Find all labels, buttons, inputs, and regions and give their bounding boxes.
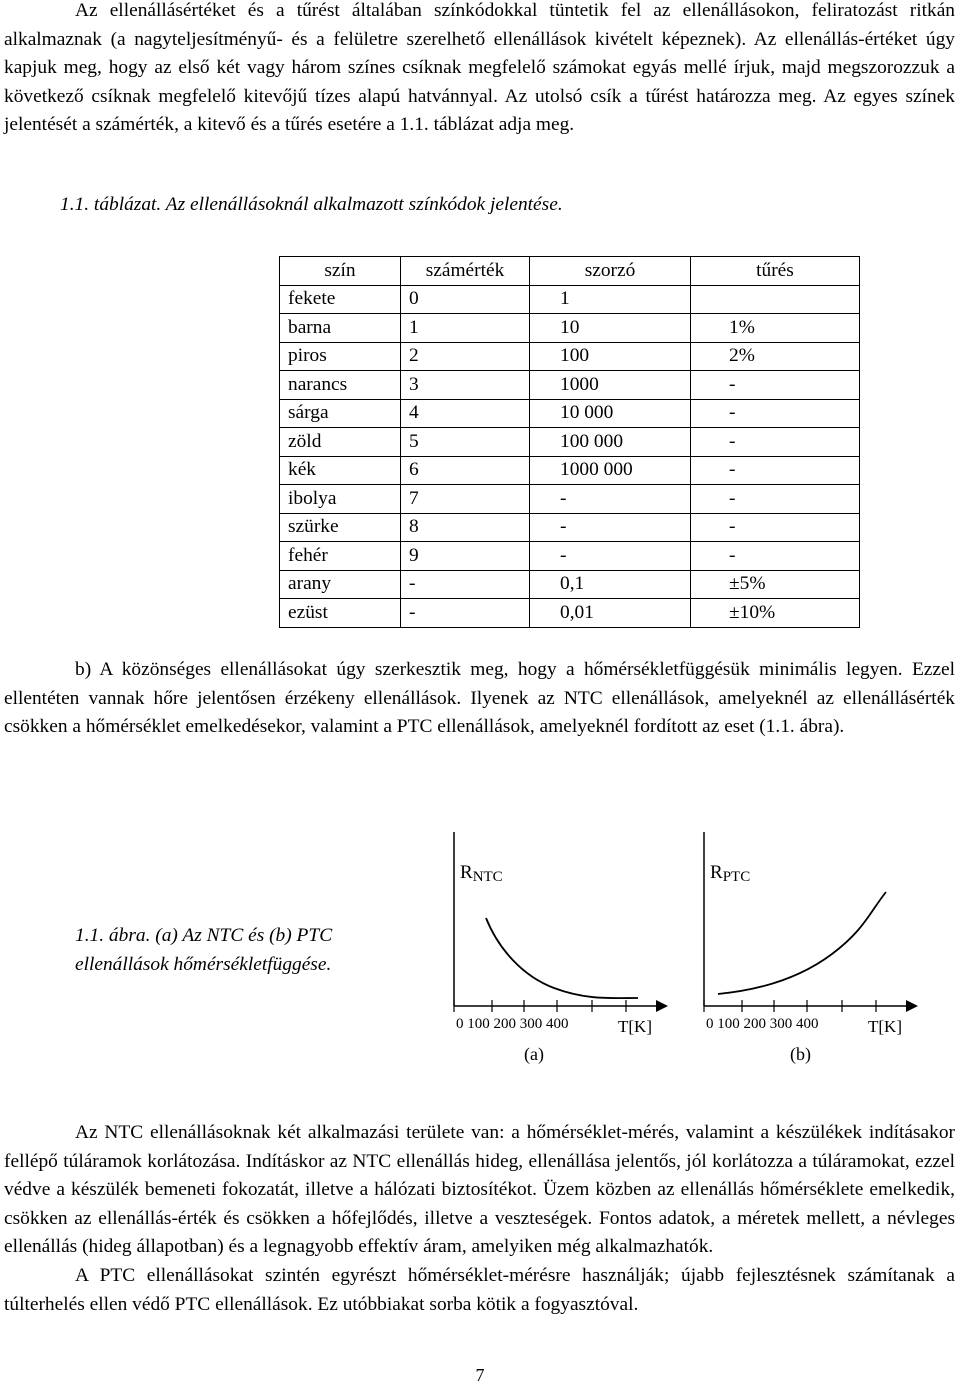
table-header-cell: számérték bbox=[401, 257, 530, 286]
table-cell: narancs bbox=[280, 371, 401, 400]
table-cell: - bbox=[691, 542, 860, 571]
table-cell: 0,01 bbox=[530, 599, 691, 628]
panel-a-tick-labels: 0 100 200 300 400 bbox=[456, 1016, 569, 1032]
table-caption: 1.1. táblázat. Az ellenállásoknál alkalmazott színkódok jelentése. bbox=[60, 194, 563, 215]
table-cell: 10 bbox=[530, 314, 691, 343]
table-row bbox=[280, 456, 860, 485]
table-cell: sárga bbox=[280, 399, 401, 428]
panel-b-xlabel: T[K] bbox=[868, 1017, 902, 1036]
table-cell: - bbox=[691, 371, 860, 400]
table-cell: 100 000 bbox=[530, 428, 691, 457]
table-cell: 1000 bbox=[530, 371, 691, 400]
panel-b-x-arrow-icon bbox=[906, 1000, 918, 1012]
table-cell: 1% bbox=[691, 314, 860, 343]
table-row bbox=[280, 314, 860, 343]
table-row bbox=[280, 542, 860, 571]
table-row bbox=[280, 513, 860, 542]
table-cell: 5 bbox=[401, 428, 530, 457]
panel-a-tag: (a) bbox=[524, 1044, 544, 1064]
table-cell: 6 bbox=[401, 456, 530, 485]
table-row bbox=[280, 428, 860, 457]
table-cell: arany bbox=[280, 570, 401, 599]
table-cell: - bbox=[530, 485, 691, 514]
table-cell: 100 bbox=[530, 342, 691, 371]
table-cell: 8 bbox=[401, 513, 530, 542]
table-cell: piros bbox=[280, 342, 401, 371]
body-paragraph-2: A PTC ellenállásokat szintén egyrészt hőmérséklet-mérésre használják; újabb fejlesztésnek számítanak a túlterhelés ellen védő PTC ellenállások. Ez utóbbiakat sorba kötik a fogyasztóval. bbox=[4, 1264, 955, 1315]
panel-a-xlabel: T[K] bbox=[618, 1017, 652, 1036]
body-section bbox=[4, 1119, 955, 1319]
panel-b-tag: (b) bbox=[790, 1044, 811, 1064]
table-cell: 1 bbox=[530, 285, 691, 314]
table-row bbox=[280, 285, 860, 314]
table-cell: 7 bbox=[401, 485, 530, 514]
table-cell: 1000 000 bbox=[530, 456, 691, 485]
ptc-curve bbox=[718, 892, 886, 994]
table-cell: 0 bbox=[401, 285, 530, 314]
table-row bbox=[280, 399, 860, 428]
table-cell: zöld bbox=[280, 428, 401, 457]
table-row bbox=[280, 342, 860, 371]
table-header-cell: szorzó bbox=[530, 257, 691, 286]
table-cell: ±5% bbox=[691, 570, 860, 599]
table-cell: - bbox=[691, 513, 860, 542]
table-cell: - bbox=[401, 570, 530, 599]
table-cell: kék bbox=[280, 456, 401, 485]
ntc-curve bbox=[486, 918, 638, 998]
table-cell: - bbox=[691, 399, 860, 428]
panel-b bbox=[704, 832, 918, 1065]
table-cell: - bbox=[691, 485, 860, 514]
table-cell: 0,1 bbox=[530, 570, 691, 599]
table-cell: szürke bbox=[280, 513, 401, 542]
color-code-table bbox=[279, 256, 860, 628]
table-row bbox=[280, 599, 860, 628]
table-cell: 3 bbox=[401, 371, 530, 400]
table-cell: - bbox=[691, 428, 860, 457]
table-cell: 4 bbox=[401, 399, 530, 428]
table-cell: - bbox=[530, 513, 691, 542]
table-cell: 2 bbox=[401, 342, 530, 371]
ntc-ptc-figure bbox=[440, 828, 920, 1078]
table-header-cell: tűrés bbox=[691, 257, 860, 286]
table-cell: barna bbox=[280, 314, 401, 343]
panel-a-x-arrow-icon bbox=[656, 1000, 668, 1012]
table-cell: 9 bbox=[401, 542, 530, 571]
table-cell: ezüst bbox=[280, 599, 401, 628]
panel-a bbox=[454, 832, 668, 1065]
table-cell bbox=[691, 285, 860, 314]
table-cell: - bbox=[691, 456, 860, 485]
table-cell: ibolya bbox=[280, 485, 401, 514]
section-b-paragraph bbox=[4, 656, 955, 742]
table-cell: fekete bbox=[280, 285, 401, 314]
table-header-row bbox=[280, 257, 860, 286]
intro-text: Az ellenállásértéket és a tűrést általában színkódokkal tüntetik fel az ellenállásokon, feliratozást ritkán alkalmaznak (a nagyteljesítményű- és a felületre szerelhető ellenállások kivételt képeznek). Az ellenállás-értéket úgy kapjuk meg, hogy az első két vagy három színes csíknak megfelelő számokat egyás mellé írjuk, majd megszorozzuk a következő csíknak megfelelő kitevőjű tízes alapú hatvánnyal. Az utolsó csík a tűrést határozza meg. Az egyes színek jelentését a számérték, a kitevő és a tűrés esetére a 1.1. táblázat adja meg. bbox=[4, 0, 955, 136]
page-number: 7 bbox=[475, 1365, 485, 1385]
table-row bbox=[280, 485, 860, 514]
table-header-cell: szín bbox=[280, 257, 401, 286]
table-row bbox=[280, 371, 860, 400]
panel-b-tick-labels: 0 100 200 300 400 bbox=[706, 1016, 819, 1032]
figure-caption: 1.1. ábra. (a) Az NTC és (b) PTC ellenállások hőmérsékletfüggése. bbox=[75, 925, 333, 975]
table-cell: 2% bbox=[691, 342, 860, 371]
table-row bbox=[280, 570, 860, 599]
panel-b-ylabel: RPTC bbox=[710, 862, 751, 885]
table-cell: - bbox=[530, 542, 691, 571]
table-cell: fehér bbox=[280, 542, 401, 571]
table-cell: ±10% bbox=[691, 599, 860, 628]
table-cell: - bbox=[401, 599, 530, 628]
table-cell: 1 bbox=[401, 314, 530, 343]
section-b-text: b) A közönséges ellenállásokat úgy szerkesztik meg, hogy a hőmérsékletfüggésük minimális legyen. Ezzel ellentéten vannak hőre jelentősen érzékeny ellenállások. Ilyenek az NTC ellenállások, amelyeknél az ellenállásérték csökken a hőmérséklet emelkedésekor, valamint a PTC ellenállások, amelyeknél fordított az eset (1.1. ábra). bbox=[4, 659, 955, 738]
intro-paragraph bbox=[4, 0, 955, 140]
panel-a-ylabel: RNTC bbox=[460, 862, 503, 885]
body-paragraph-1: Az NTC ellenállásoknak két alkalmazási területe van: a hőmérséklet-mérés, valamint a készülékek indításakor fellépő túláramok korlátozása. Indításkor az NTC ellenállás hideg, ellenállása jelentős, jól korlátozza a túláramokat, ezzel védve a készülék bemeneti fokozatát, illetve a hálózati biztosítékot. Üzem közben az ellenállás hőmérséklete emelkedik, csökken az ellenállás-érték és csökken a hőfejlődés, illetve a veszteségek. Fontos adatok, a méretek mellett, a névleges ellenállás (hideg állapotban) és a legnagyobb effektív áram, amelyiken még alkalmazhatók. bbox=[4, 1122, 955, 1258]
table-cell: 10 000 bbox=[530, 399, 691, 428]
